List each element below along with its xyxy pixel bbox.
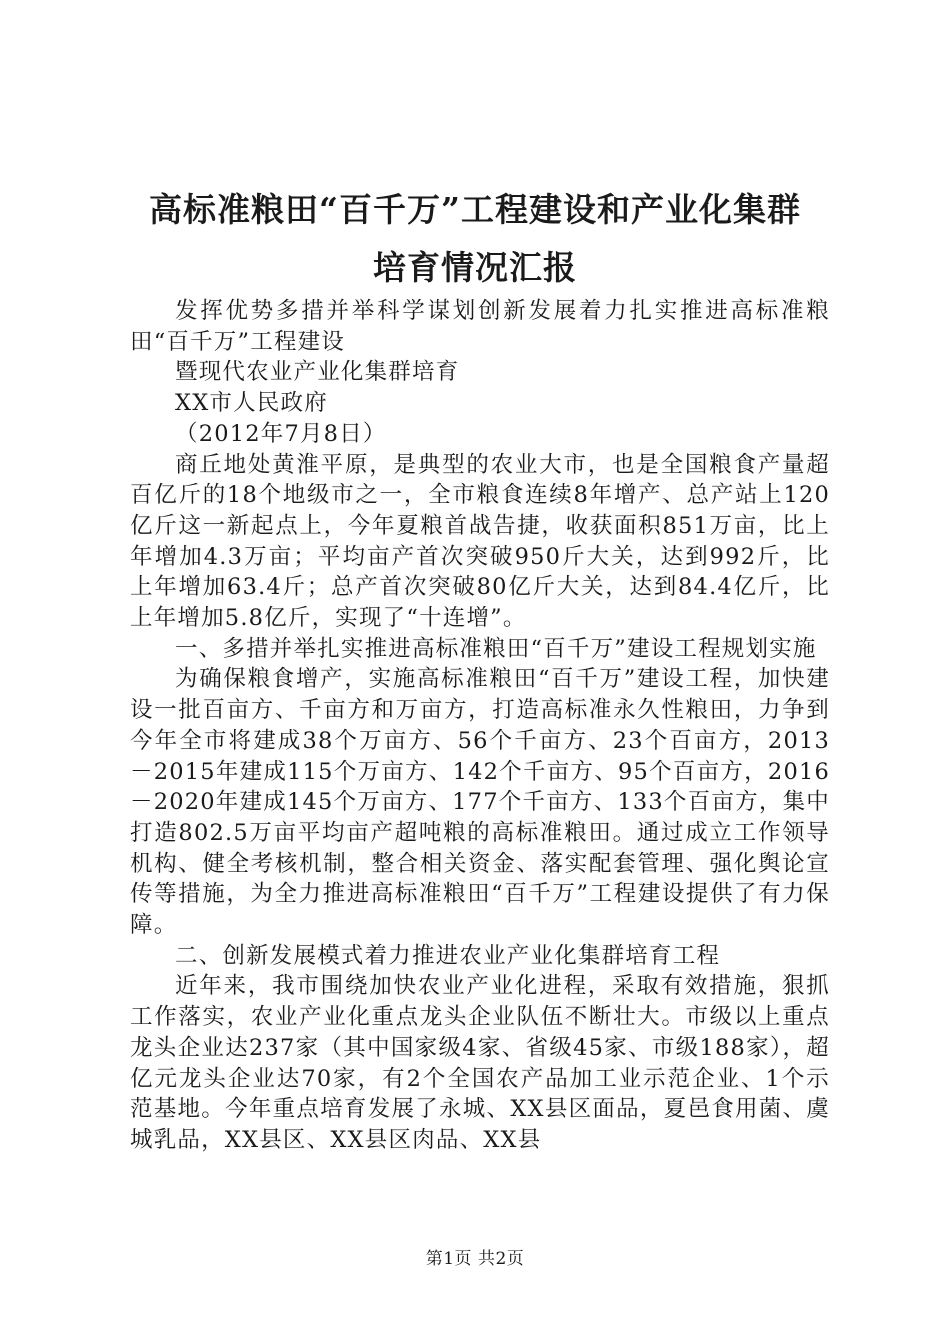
date-line: （2012年7月8日） [175, 420, 387, 447]
intro-paragraph: 商丘地处黄淮平原，是典型的农业大市，也是全国粮食产量超百亿斤的18个地级市之一，全市粮食连续8年增产、总产站上120亿斤这一新起点上，今年夏粮首战告捷，收获面积851万亩，比上年增加4.3万亩；平均亩产首次突破950斤大关，达到992斤，比上年增加63.4斤；总产首次突破80亿斤大关，达到84.4亿斤，比上年增加5.8亿斤，实现了“十连增”。 [130, 451, 830, 632]
subtitle-paragraph: 发挥优势多措并举科学谋划创新发展着力扎实推进高标准粮田“百千万”工程建设 [130, 298, 830, 355]
section-1-paragraph: 为确保粮食增产，实施高标准粮田“百千万”建设工程，加快建设一批百亩方、千亩方和万亩方，打造高标准永久性粮田，力争到今年全市将建成38个万亩方、56个千亩方、23个百亩方，2013－2015年建成115个万亩方、142个千亩方、95个百亩方，2016－2020年建成145个万亩方、177个千亩方、133个百亩方，集中打造802.5万亩平均亩产超吨粮的高标准粮田。通过成立工作领导机构、健全考核机制，整合相关资金、落实配套管理、强化舆论宣传等措施，为全力推进高标准粮田“百千万”工程建设提供了有力保障。 [130, 666, 830, 939]
document-body [130, 296, 830, 1156]
document-title-line-1: 高标准粮田“百千万”工程建设和产业化集群 [149, 190, 801, 229]
document-title-line-2: 培育情况汇报 [373, 248, 577, 287]
page-footer: 第1页 共2页 [425, 1249, 525, 1269]
section-heading-2: 二、创新发展模式着力推进农业产业化集群培育工程 [175, 942, 721, 969]
subtitle-continuation: 暨现代农业产业化集群培育 [175, 359, 460, 386]
section-heading-1: 一、多措并举扎实推进高标准粮田“百千万”建设工程规划实施 [175, 635, 817, 662]
section-2-paragraph: 近年来，我市围绕加快农业产业化进程，采取有效措施，狠抓工作落实，农业产业化重点龙头企业队伍不断壮大。市级以上重点龙头企业达237家（其中国家级4家、省级45家、市级188家），超亿元龙头企业达70家，有2个全国农产品加工业示范企业、1个示范基地。今年重点培育发展了永城、XX县区面品，夏邑食用菌、虞城乳品，XX县区、XX县区肉品、XX县 [130, 973, 830, 1153]
issuer-line: XX市人民政府 [175, 390, 328, 417]
